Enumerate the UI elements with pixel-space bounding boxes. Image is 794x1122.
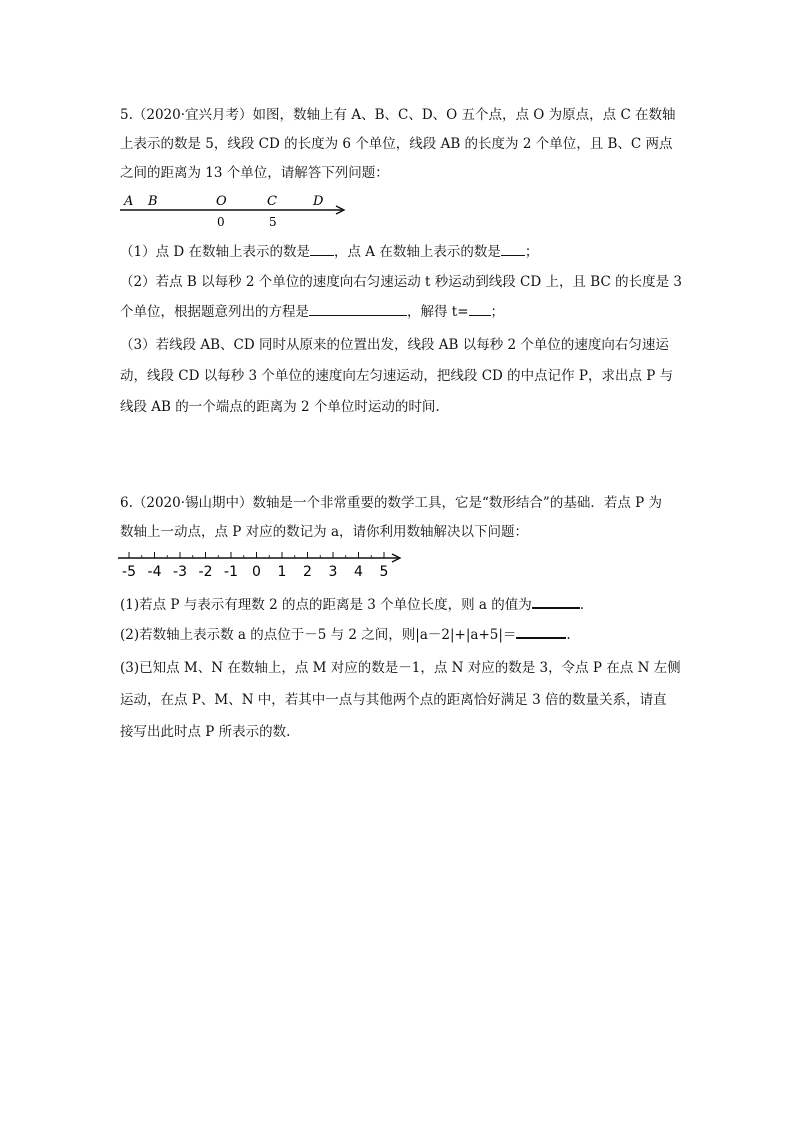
q5-point-c-label: C <box>267 194 277 209</box>
q6-part-3-line-3: 接写出此时点 P 所表示的数. <box>120 724 291 740</box>
q5-part-2-text-c: ； <box>490 304 505 320</box>
q5-part-2-text-b: ，解得 t= <box>407 304 469 320</box>
q5-part-3-line-3: 线段 AB 的一个端点的距离为 2 个单位时运动的时间. <box>120 399 440 415</box>
q5-intro-line-1: 5.（2020·宜兴月考）如图，数轴上有 A、B、C、D、O 五个点，点 O 为原点，点 C 在数轴 <box>120 107 676 123</box>
q5-tick-0-label: 0 <box>217 215 225 229</box>
q5-point-o-label: O <box>216 194 227 209</box>
q6-part-1-answer[interactable] <box>532 593 580 609</box>
q6-tick-label: -4 <box>147 564 162 580</box>
q5-part-2-line-2 <box>120 300 504 320</box>
q6-part-3-line-1: (3)已知点 M、N 在数轴上，点 M 对应的数是－1，点 N 对应的数是 3，令点 P 在点 N 左侧 <box>120 660 681 676</box>
q5-number-line <box>118 190 358 232</box>
q6-tick-label: 0 <box>252 564 261 580</box>
q6-tick-label: -3 <box>173 564 187 580</box>
q6-part-1-text-a: (1)若点 P 与表示有理数 2 的点的距离是 3 个单位长度，则 a 的值为 <box>120 597 532 613</box>
q6-number-line-svg <box>116 550 416 580</box>
q5-part-1-text-b: ，点 A 在数轴上表示的数是 <box>334 244 501 260</box>
q5-part-1-text-c: ； <box>524 244 539 260</box>
q5-part-2-line-1: （2）若点 B 以每秒 2 个单位的速度向右匀速运动 t 秒运动到线段 CD 上，且 BC 的长度是 3 <box>120 274 682 290</box>
q5-intro-line-2: 上表示的数是 5，线段 CD 的长度为 6 个单位，线段 AB 的长度为 2 个单位，且 B、C 两点 <box>120 136 673 152</box>
q5-intro-line-3: 之间的距离为 13 个单位，请解答下列问题： <box>120 165 389 181</box>
q5-part-1-answer-d[interactable] <box>310 241 334 256</box>
q6-part-2-answer[interactable] <box>516 623 566 639</box>
q5-part-2-answer-t[interactable] <box>469 301 491 316</box>
q6-tick-label: -1 <box>224 564 238 580</box>
q5-tick-5-label: 5 <box>269 215 277 229</box>
q5-part-3-line-2: 动，线段 CD 以每秒 3 个单位的速度向左匀速运动，把线段 CD 的中点记作 P，求出点 P 与 <box>120 368 674 384</box>
q5-part-3-line-1: （3）若线段 AB、CD 同时从原来的位置出发，线段 AB 以每秒 2 个单位的速度向右匀速运 <box>120 337 669 353</box>
q5-point-a-label: A <box>124 194 134 209</box>
q5-part-2-text-a: 个单位，根据题意列出的方程是 <box>120 304 309 320</box>
q6-tick-label: -5 <box>122 564 136 580</box>
q5-part-2-answer-equation[interactable] <box>309 301 407 316</box>
q6-tick-label: 2 <box>303 564 312 580</box>
q6-tick-label: -2 <box>198 564 213 580</box>
q5-point-d-label: D <box>313 194 324 209</box>
q5-part-1-text-a: （1）点 D 在数轴上表示的数是 <box>120 244 310 260</box>
q6-part-1-text-b: . <box>579 597 585 613</box>
q6-part-2-text-a: (2)若数轴上表示数 a 的点位于－5 与 2 之间，则|a－2|+|a+5|＝ <box>120 627 517 643</box>
q6-tick-label: 1 <box>277 564 287 580</box>
q6-part-3-line-2: 运动，在点 P、M、N 中，若其中一点与其他两个点的距离恰好满足 3 倍的数量关系，请直 <box>120 692 667 708</box>
q6-tick-label: 4 <box>354 564 363 580</box>
q6-tick-label: 5 <box>379 564 389 580</box>
q5-part-1-answer-a[interactable] <box>501 241 525 256</box>
q6-intro-line-1: 6.（2020·锡山期中）数轴是一个非常重要的数学工具，它是“数形结合”的基础．若点 P 为 <box>120 495 662 511</box>
q6-tick-label: 3 <box>328 564 338 580</box>
q6-number-line <box>116 550 416 580</box>
q5-part-1 <box>120 240 538 260</box>
q6-part-2 <box>120 623 571 643</box>
q6-part-2-text-b: . <box>566 627 571 643</box>
q6-intro-line-2: 数轴上一动点，点 P 对应的数记为 a，请你利用数轴解决以下问题： <box>120 524 529 540</box>
q5-number-line-svg <box>118 190 358 232</box>
q5-point-b-label: B <box>148 194 158 209</box>
q6-part-1 <box>120 593 584 613</box>
